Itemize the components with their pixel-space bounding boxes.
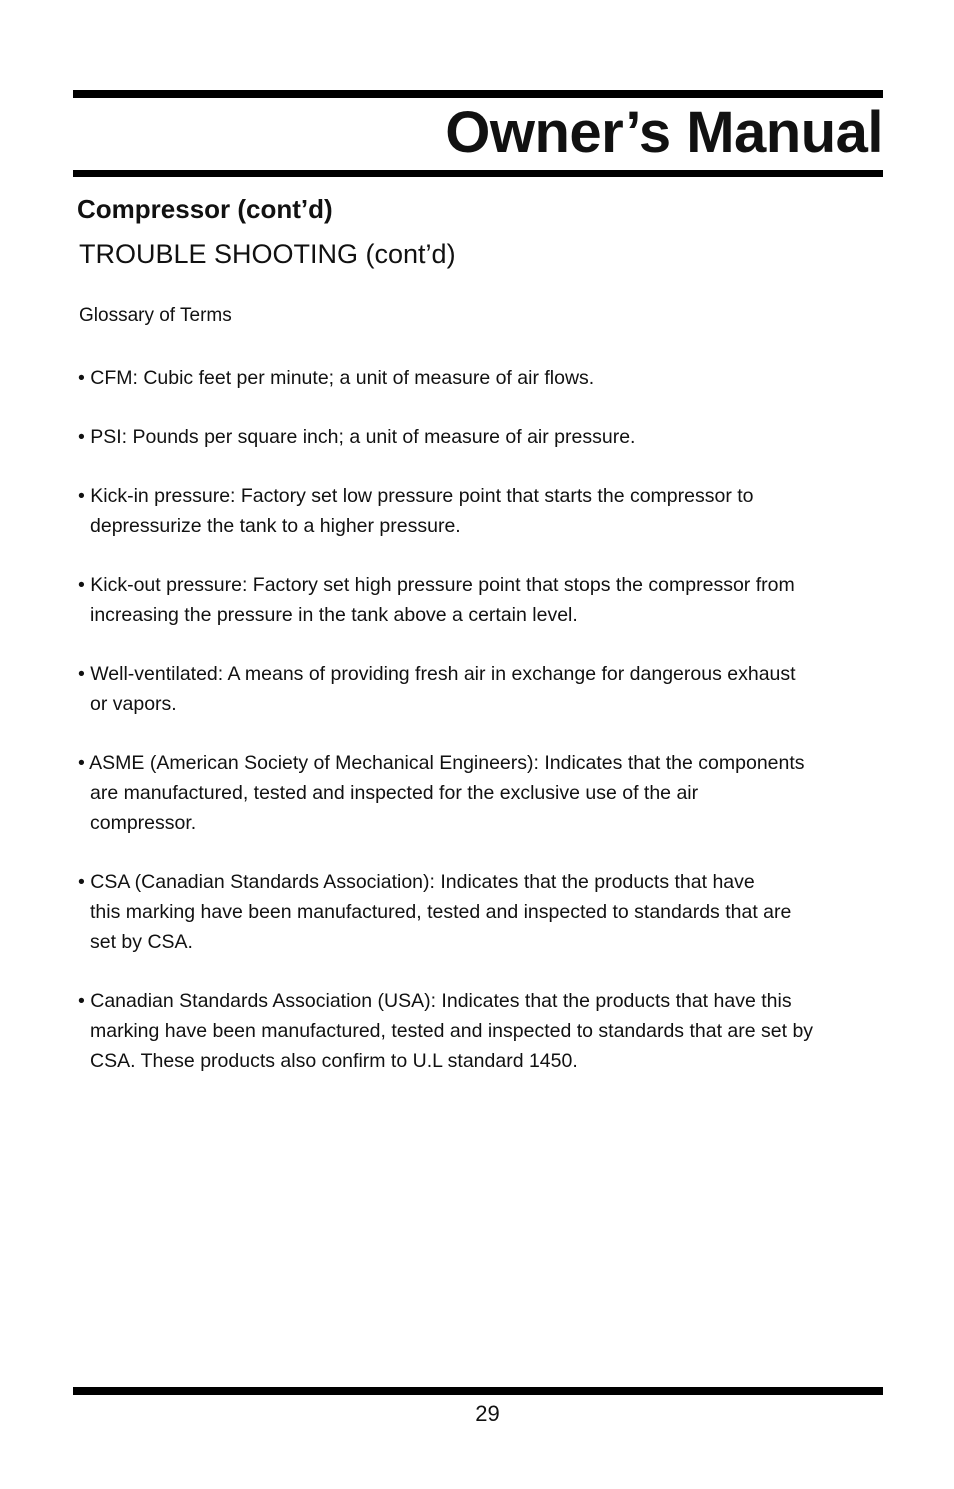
subsection-title: TROUBLE SHOOTING (cont’d) <box>79 239 456 269</box>
manual-title: Owner’s Manual <box>445 100 883 165</box>
section-title: Compressor (cont’d) <box>77 194 333 224</box>
glossary-item-cfm <box>78 363 888 393</box>
glossary-line: • PSI: Pounds per square inch; a unit of measure of air pressure. <box>78 426 636 448</box>
glossary-line: this marking have been manufactured, tested and inspected to standards that are <box>90 901 792 923</box>
glossary-heading: Glossary of Terms <box>79 305 232 326</box>
glossary-line: • Kick-in pressure: Factory set low pressure point that starts the compressor to <box>78 485 754 507</box>
footer-rule <box>73 1387 883 1395</box>
glossary-line: set by CSA. <box>90 931 193 953</box>
glossary-line: depressurize the tank to a higher pressure. <box>90 515 461 537</box>
glossary-item-asme <box>78 748 888 838</box>
glossary-item-kick-out-pressure <box>78 570 888 630</box>
glossary-item-well-ventilated <box>78 659 888 719</box>
glossary-line: compressor. <box>90 812 197 834</box>
glossary-line: • ASME (American Society of Mechanical Engineers): Indicates that the components <box>78 752 805 774</box>
glossary-line: • CFM: Cubic feet per minute; a unit of measure of air flows. <box>78 367 595 389</box>
glossary-item-csa-usa <box>78 986 888 1076</box>
glossary-line: or vapors. <box>90 693 177 715</box>
glossary-line: • Well-ventilated: A means of providing fresh air in exchange for dangerous exhaust <box>78 663 796 685</box>
glossary-line: • Kick-out pressure: Factory set high pressure point that stops the compressor from <box>78 574 795 596</box>
glossary-line: increasing the pressure in the tank above a certain level. <box>90 604 578 626</box>
glossary-item-kick-in-pressure <box>78 481 888 541</box>
glossary-line: are manufactured, tested and inspected for the exclusive use of the air <box>90 782 699 804</box>
glossary-item-csa <box>78 867 888 957</box>
glossary-line: CSA. These products also confirm to U.L standard 1450. <box>90 1050 578 1072</box>
glossary-line: marking have been manufactured, tested and inspected to standards that are set by <box>90 1020 814 1042</box>
glossary-list <box>78 363 888 1105</box>
header-bottom-rule <box>73 170 883 177</box>
glossary-line: • CSA (Canadian Standards Association): Indicates that the products that have <box>78 871 755 893</box>
glossary-line: • Canadian Standards Association (USA): Indicates that the products that have this <box>78 990 792 1012</box>
glossary-item-psi <box>78 422 888 452</box>
page-number: 29 <box>475 1401 500 1426</box>
